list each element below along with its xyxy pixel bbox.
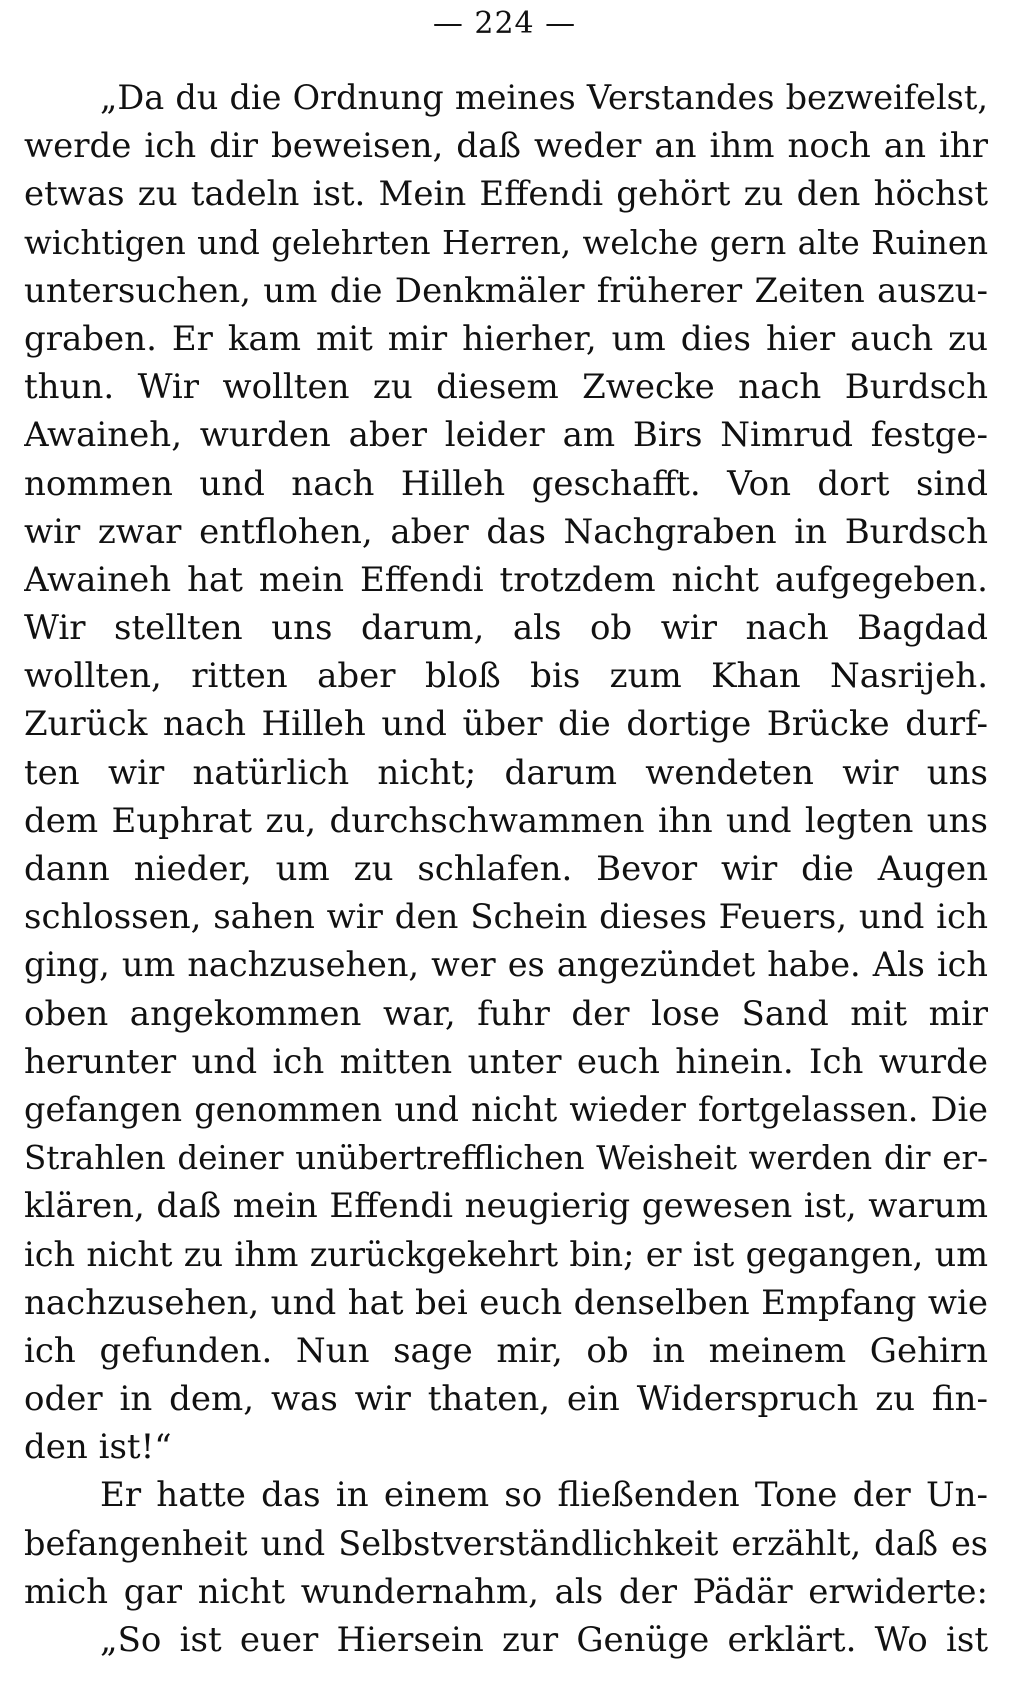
text-line: wir zwar entflohen, aber das Nachgraben in Burdsch bbox=[24, 511, 988, 552]
text-line: ich gefunden. Nun sage mir, ob in meinem Gehirn bbox=[24, 1330, 988, 1371]
body-text bbox=[24, 74, 988, 1664]
text-line: thun. Wir wollten zu diesem Zwecke nach Burdsch bbox=[24, 367, 988, 408]
text-line: mich gar nicht wundernahm, als der Pädär erwiderte: bbox=[24, 1571, 988, 1612]
text-line: dann nieder, um zu schlafen. Bevor wir die Augen bbox=[24, 849, 988, 889]
text-line: nachzusehen, und hat bei euch denselben Empfang wie bbox=[24, 1282, 988, 1323]
text-line: schlossen, sahen wir den Schein dieses Feuers, und ich bbox=[24, 897, 988, 938]
text-line: graben. Er kam mit mir hierher, um dies hier auch zu bbox=[24, 318, 988, 359]
text-line: „Da du die Ordnung meines Verstandes bezweifelst, bbox=[100, 78, 988, 117]
text-line: klären, daß mein Effendi neugierig gewesen ist, warum bbox=[24, 1186, 988, 1227]
text-line: dem Euphrat zu, durchschwammen ihn und legten uns bbox=[24, 800, 988, 841]
text-line: gefangen genommen und nicht wieder fortgelassen. Die bbox=[24, 1089, 988, 1129]
text-line: werde ich dir beweisen, daß weder an ihm noch an ihr bbox=[24, 126, 988, 167]
text-line: den ist!“ bbox=[24, 1427, 172, 1468]
text-line: wollten, ritten aber bloß bis zum Khan Nasrijeh. bbox=[24, 656, 988, 697]
text-line: nommen und nach Hilleh geschafft. Von dort sind bbox=[24, 463, 988, 504]
text-line: ich nicht zu ihm zurückgekehrt bin; er ist gegangen, um bbox=[24, 1234, 988, 1274]
text-line: Er hatte das in einem so fließenden Tone der Un- bbox=[100, 1475, 988, 1516]
text-line: Awaineh hat mein Effendi trotzdem nicht aufgegeben. bbox=[24, 559, 988, 600]
text-line: „So ist euer Hiersein zur Genüge erklärt. Wo ist bbox=[100, 1620, 988, 1660]
text-line: Zurück nach Hilleh und über die dortige Brücke durf- bbox=[24, 704, 988, 745]
page-number: — 224 — bbox=[432, 6, 577, 41]
text-line: Strahlen deiner unübertrefflichen Weisheit werden dir er- bbox=[24, 1139, 988, 1178]
text-line: befangenheit und Selbstverständlichkeit erzählt, daß es bbox=[24, 1523, 988, 1563]
text-line: Wir stellten uns darum, als ob wir nach Bagdad bbox=[24, 608, 988, 649]
text-line: oder in dem, was wir thaten, ein Widerspruch zu fin- bbox=[24, 1379, 988, 1420]
text-line: wichtigen und gelehrten Herren, welche gern alte Ruinen bbox=[24, 223, 988, 262]
text-line: Awaineh, wurden aber leider am Birs Nimrud festge- bbox=[24, 415, 988, 456]
text-line: ten wir natürlich nicht; darum wendeten wir uns bbox=[24, 752, 988, 793]
text-line: herunter und ich mitten unter euch hinein. Ich wurde bbox=[24, 1041, 988, 1082]
text-line: untersuchen, um die Denkmäler früherer Zeiten auszu- bbox=[24, 270, 988, 311]
text-line: etwas zu tadeln ist. Mein Effendi gehört zu den höchst bbox=[24, 174, 988, 215]
text-line: oben angekommen war, fuhr der lose Sand mit mir bbox=[24, 993, 988, 1034]
text-line: ging, um nachzusehen, wer es angezündet habe. Als ich bbox=[24, 945, 988, 985]
